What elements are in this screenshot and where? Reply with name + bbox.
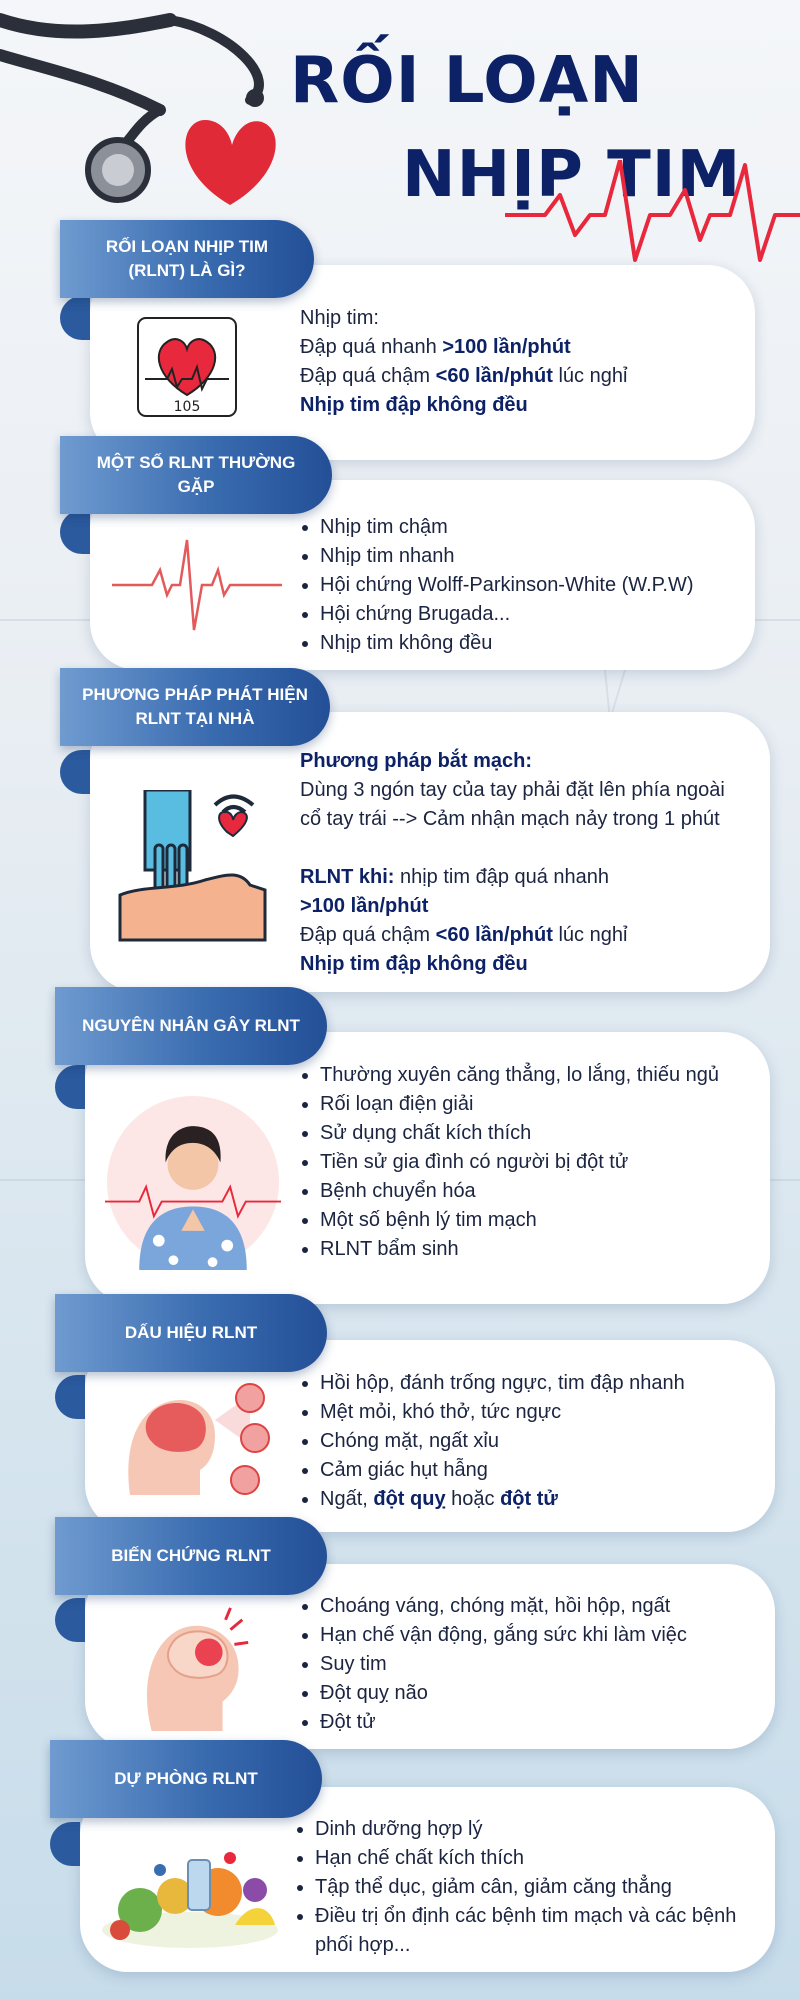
text-run: Chóng mặt, ngất xỉu xyxy=(320,1430,499,1452)
text-run: Cảm giác hụt hẫng xyxy=(320,1459,488,1481)
list-item xyxy=(320,1369,765,1398)
list-item xyxy=(320,1398,765,1427)
text-run: nhịp tim đập quá nhanh xyxy=(394,866,610,888)
heart-icon xyxy=(185,120,275,205)
list-item: • Bệnh chuyển hóa xyxy=(320,1177,760,1206)
list-item: • RLNT bẩm sinh xyxy=(320,1235,760,1264)
section-list-common-types xyxy=(300,513,745,658)
text-run: lúc nghỉ xyxy=(552,924,628,946)
section-list-signs xyxy=(300,1369,765,1514)
text-run: Đập quá chậm xyxy=(300,924,436,946)
text-run: Đập quá chậm xyxy=(300,365,436,387)
section-tab-what-is: RỐI LOẠN NHỊP TIM (RLNT) LÀ GÌ? xyxy=(60,220,314,298)
list-item: • Thường xuyên căng thẳng, lo lắng, thiếu ngủ xyxy=(320,1061,760,1090)
list-item: • Tiền sử gia đình có người bị đột tử xyxy=(320,1148,760,1177)
stethoscope-icon xyxy=(0,0,290,215)
text-line xyxy=(300,391,740,420)
text-line xyxy=(300,863,760,892)
bold-text: RLNT khi: xyxy=(300,866,395,888)
text-line xyxy=(300,362,740,391)
stressed-woman-icon xyxy=(105,1094,281,1270)
list-item: • Hội chứng Brugada... xyxy=(320,600,745,629)
text-line xyxy=(300,805,760,834)
bold-text: >100 lần/phút xyxy=(442,336,571,358)
healthy-food-icon xyxy=(100,1830,280,1950)
section-text-what-is xyxy=(300,304,740,420)
list-item: • Hội chứng Wolff-Parkinson-White (W.P.W) xyxy=(320,571,745,600)
bullet-list xyxy=(300,1369,765,1514)
section-tab-detect-home: PHƯƠNG PHÁP PHÁT HIỆN RLNT TẠI NHÀ xyxy=(60,668,330,746)
page-title-line-1: RỐI LOẠN xyxy=(290,44,644,118)
text-run: hoặc xyxy=(445,1488,501,1510)
list-item: • Hạn chế vận động, gắng sức khi làm việc xyxy=(320,1621,770,1650)
list-item: • Điều trị ổn định các bệnh tim mạch và các bệnh phối hợp... xyxy=(315,1902,770,1960)
section-tab-common-types: MỘT SỐ RLNT THƯỜNG GẶP xyxy=(60,436,332,514)
text-run: Đập quá nhanh xyxy=(300,336,443,358)
bold-text: đột quỵ xyxy=(373,1488,446,1510)
section-tab-complications: BIẾN CHỨNG RLNT xyxy=(55,1517,327,1595)
list-item: • Tập thể dục, giảm cân, giảm căng thẳng xyxy=(315,1873,770,1902)
section-list-causes xyxy=(300,1061,760,1264)
svg-text:105: 105 xyxy=(173,399,201,415)
list-item: • Rối loạn điện giải xyxy=(320,1090,760,1119)
list-item: • Nhịp tim nhanh xyxy=(320,542,745,571)
section-text-detect-home xyxy=(300,747,760,979)
bold-text: đột tử xyxy=(500,1488,558,1510)
text-run: Mệt mỏi, khó thở, tức ngực xyxy=(320,1401,562,1423)
pulse-check-icon xyxy=(115,790,275,950)
list-item: • Nhịp tim chậm xyxy=(320,513,745,542)
bullet-list xyxy=(295,1815,770,1960)
text-line xyxy=(300,333,740,362)
section-tab-causes: NGUYÊN NHÂN GÂY RLNT xyxy=(55,987,327,1065)
list-item xyxy=(320,1427,765,1456)
text-run: Dùng 3 ngón tay của tay phải đặt lên phía ngoài xyxy=(300,779,725,801)
bold-text: <60 lần/phút xyxy=(435,365,553,387)
text-line xyxy=(300,921,760,950)
list-item: • Sử dụng chất kích thích xyxy=(320,1119,760,1148)
text-run: Nhịp tim: xyxy=(300,307,379,329)
list-item: • Đột quỵ não xyxy=(320,1679,770,1708)
bold-text: Nhịp tim đập không đều xyxy=(300,953,528,975)
bullet-list xyxy=(300,1592,770,1737)
list-item: • Hạn chế chất kích thích xyxy=(315,1844,770,1873)
section-list-complications xyxy=(300,1592,770,1737)
bullet-list xyxy=(300,513,745,658)
brain-head-icon xyxy=(120,1380,270,1500)
ecg-line-icon xyxy=(112,535,282,635)
bold-text: >100 lần/phút xyxy=(300,895,429,917)
section-list-prevention xyxy=(295,1815,770,1960)
head-stroke-icon xyxy=(132,1605,260,1733)
list-item: • Nhịp tim không đều xyxy=(320,629,745,658)
list-item: • Suy tim xyxy=(320,1650,770,1679)
list-item: • Một số bệnh lý tim mạch xyxy=(320,1206,760,1235)
text-line xyxy=(300,834,760,863)
text-line xyxy=(300,304,740,333)
bullet-list xyxy=(300,1061,760,1264)
text-run: Hồi hộp, đánh trống ngực, tim đập nhanh xyxy=(320,1372,685,1394)
section-tab-signs: DẤU HIỆU RLNT xyxy=(55,1294,327,1372)
list-item xyxy=(320,1456,765,1485)
heart-monitor-icon xyxy=(137,316,237,418)
list-item: • Dinh dưỡng hợp lý xyxy=(315,1815,770,1844)
section-tab-prevention: DỰ PHÒNG RLNT xyxy=(50,1740,322,1818)
text-run: lúc nghỉ xyxy=(552,365,628,387)
text-line xyxy=(300,776,760,805)
bold-text: <60 lần/phút xyxy=(435,924,553,946)
page-title-line-2: NHỊP TIM xyxy=(402,138,742,212)
ecg-line-icon xyxy=(505,160,800,270)
list-item: • Đột tử xyxy=(320,1708,770,1737)
list-item xyxy=(320,1485,765,1514)
bold-text: Phương pháp bắt mạch: xyxy=(300,750,533,772)
text-run: cổ tay trái --> Cảm nhận mạch nảy trong 1 phút xyxy=(300,808,720,830)
list-item: • Choáng váng, chóng mặt, hồi hộp, ngất xyxy=(320,1592,770,1621)
text-line xyxy=(300,747,760,776)
text-line xyxy=(300,892,760,921)
text-run: Ngất, xyxy=(320,1488,374,1510)
text-line xyxy=(300,950,760,979)
bold-text: Nhịp tim đập không đều xyxy=(300,394,528,416)
